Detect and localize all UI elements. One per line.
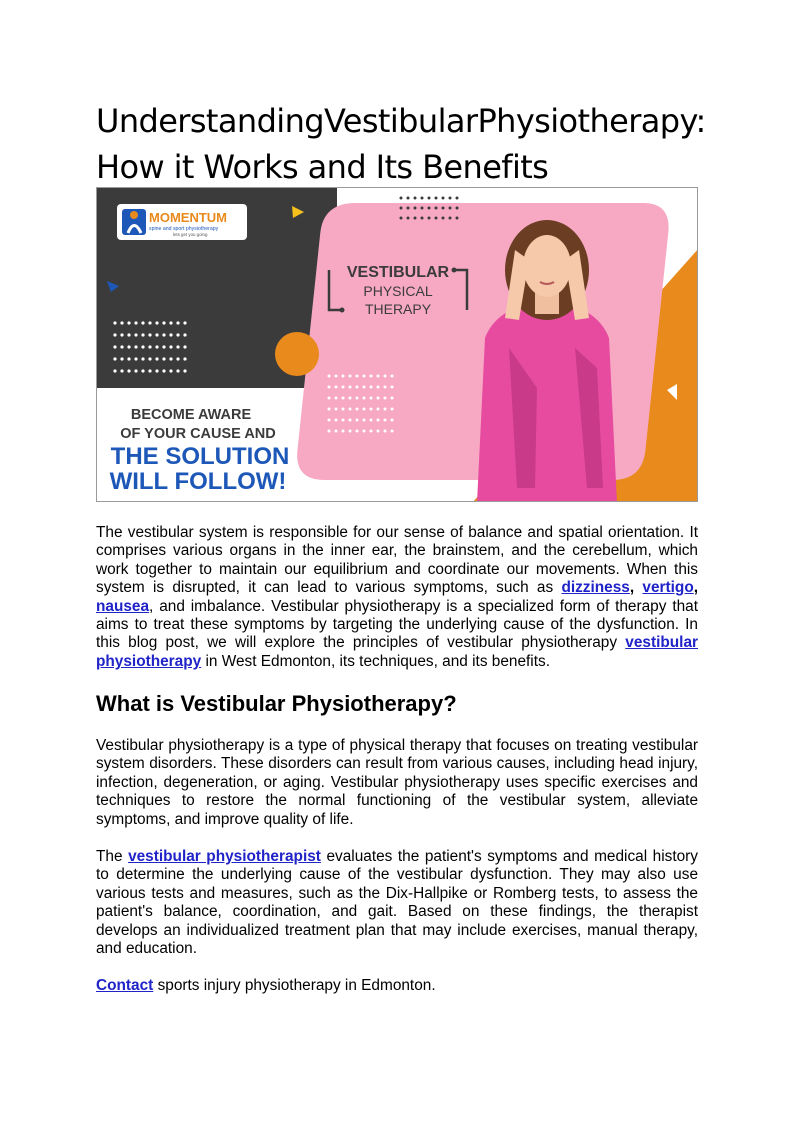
section-paragraph-1: Vestibular physiotherapy is a type of physical therapy that focuses on treating vestibular system disorders. These disorders can result from various causes, including head injury, infection, degeneration, or aging. Vestibular physiotherapy uses specific exercises and techniques to restore the normal functioning of the vestibular system, alleviate symptoms, and improve quality of life. [96, 737, 698, 828]
orange-circle [275, 332, 319, 376]
intro-text-3: in West Edmonton, its techniques, and its benefits. [201, 652, 550, 670]
intro-text-1: The vestibular system is responsible for our sense of balance and spatial orientation. It comprises various organs in the inner ear, the brainstem, and the cerebellum, which work together to maintain our equilibrium and coordinate our movements. When this system is disrupted, it can lead to various symptoms, such as [96, 524, 698, 597]
title-line-2: How it Works and Its Benefits [96, 148, 549, 186]
vestibular-physiotherapist-link[interactable]: vestibular physiotherapist [128, 848, 321, 865]
title-word: Physiotherapy: [477, 102, 706, 140]
solution-line-1: THE SOLUTION [110, 443, 290, 470]
nausea-link[interactable]: nausea [96, 597, 150, 615]
intro-paragraph [96, 524, 698, 671]
section-paragraph-2 [96, 848, 698, 958]
p2-text-pre: The [96, 848, 129, 865]
p2-text-post: evaluates the patient's symptoms and medical history to determine the underlying cause of the vestibular dysfunction. They may also use various tests and measures, such as the Dix-Hallpike or Romberg tests, to assess the patient's balance, coordination, and gait. Based on these findings, the therapist develops an individualized treatment plan that may include exercises, manual therapy, and education. [96, 848, 698, 958]
momentum-logo [117, 204, 247, 240]
comma: , [629, 579, 635, 597]
badge-line-1: VESTIBULAR [346, 264, 450, 281]
badge-line-2: PHYSICAL [363, 283, 433, 299]
page-title [96, 98, 706, 190]
logo-subtitle: spine and sport physiotherapy [149, 226, 219, 232]
title-word: Vestibular [323, 102, 478, 140]
badge-line-3: THERAPY [364, 301, 432, 317]
contact-text: sports injury physiotherapy in Edmonton. [153, 977, 436, 994]
vestibular-physiotherapy-link[interactable]: vestibular physiotherapy [96, 634, 698, 670]
title-word: Understanding [96, 102, 324, 140]
contact-paragraph [96, 977, 698, 995]
logo-name: MOMENTUM [149, 210, 227, 225]
vertigo-link[interactable]: vertigo [642, 579, 694, 597]
section-heading: What is Vestibular Physiotherapy? [96, 691, 457, 716]
aware-line-2: OF YOUR CAUSE AND [120, 426, 276, 442]
aware-line-1: BECOME AWARE [130, 407, 252, 423]
hero-banner-image [96, 187, 698, 502]
title-line-1 [96, 98, 706, 144]
banner-illustration [97, 188, 698, 502]
article-header [96, 98, 706, 190]
dizziness-link[interactable]: dizziness [561, 579, 630, 597]
comma: , [693, 579, 699, 597]
solution-line-2: WILL FOLLOW! [109, 468, 287, 495]
intro-text-2: , and imbalance. Vestibular physiotherapy is a specialized form of therapy that aims to treat these symptoms by targeting the underlying cause of the dysfunction. In this blog post, we will explore the principles of vestibular physiotherapy [96, 597, 698, 652]
logo-tagline: lets get you going [173, 232, 208, 237]
contact-link[interactable]: Contact [96, 977, 154, 994]
